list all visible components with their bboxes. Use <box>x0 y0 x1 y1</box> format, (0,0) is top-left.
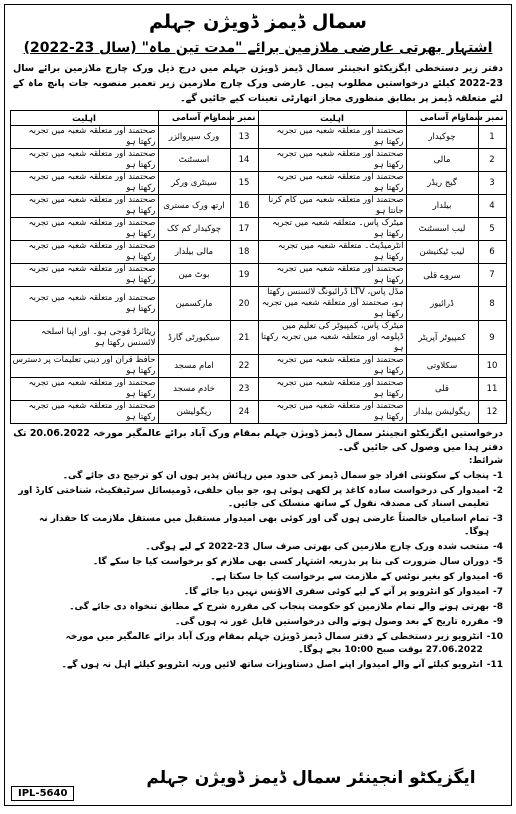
table-row <box>10 149 506 172</box>
condition-text: تمام اسامیاں خالصتاً عارضی ہوں گی اور کوئی بھی امیدوار مستقبل میں مستقل ملازمت کا حقدار نہ ہوگا۔ <box>38 514 489 537</box>
row-number: 5 <box>478 218 506 241</box>
condition-number: 11- <box>486 660 503 670</box>
condition-number: 6- <box>492 572 503 582</box>
table-row <box>10 241 506 264</box>
ipl-code: IPL-5640 <box>11 786 74 801</box>
condition-text: امیدوار کی درخواست سادہ کاغذ پر لکھی ہوئی ہو، جو بیان حلفی، ڈومیسائل سرٹیفکیٹ، شناختی کارڈ اور تعلیمی اسناد کی مصدقہ نقول کے ساتھ منسلک کی جائیں۔ <box>18 486 489 509</box>
qualification: حافظ قرآن اور دینی تعلیمات پر دسترس رکھتا ہو <box>10 355 158 378</box>
qualification: میٹرک پاس۔ متعلقہ شعبہ میں تجربہ رکھتا ہو <box>258 218 406 241</box>
condition-number: 2- <box>492 486 503 496</box>
jobs-table <box>10 110 507 424</box>
qualification: صحتمند اور متعلقہ شعبہ میں تجربہ رکھتا ہو <box>258 149 406 172</box>
qualification: صحتمند اور متعلقہ شعبہ میں تجربہ رکھتا ہو <box>10 241 158 264</box>
post-name: اسسٹنٹ <box>158 149 230 172</box>
condition-number: 5- <box>492 557 503 567</box>
post-name: بیلدار <box>406 195 478 218</box>
post-name: خادم مسجد <box>158 378 230 401</box>
post-name: ریگولیشن <box>158 401 230 424</box>
qualification: مڈل پاس، LTV ڈرائیونگ لائسنس رکھتا ہو، صحتمند اور متعلقہ شعبہ میں تجربہ رکھتا ہو <box>258 287 406 321</box>
qualification: انٹرمیڈیٹ۔ متعلقہ شعبہ میں تجربہ رکھتا ہو <box>258 241 406 264</box>
conditions-list <box>13 470 503 672</box>
condition-number: 10- <box>486 632 503 642</box>
qualification: صحتمند اور متعلقہ شعبہ میں تجربہ رکھتا ہو <box>10 195 158 218</box>
condition-number: 8- <box>492 602 503 612</box>
table-row <box>10 321 506 355</box>
post-name: کمپیوٹر آپریٹر <box>406 321 478 355</box>
post-name: مارکسمین <box>158 287 230 321</box>
conditions-section <box>5 455 511 672</box>
qualification: صحتمند اور متعلقہ شعبہ میں تجربہ رکھتا ہو <box>258 355 406 378</box>
header-post-left: نام آسامی <box>406 111 478 126</box>
post-name: ورک سپروائزر <box>158 126 230 149</box>
condition-text: مقررہ تاریخ کے بعد وصول ہونے والی درخواستیں قابل غور نہ ہوں گی۔ <box>175 617 489 627</box>
row-number: 2 <box>478 149 506 172</box>
row-number: 14 <box>230 149 258 172</box>
condition-item <box>13 541 503 554</box>
table-row <box>10 355 506 378</box>
qualification: صحتمند اور متعلقہ شعبہ میں تجربہ رکھتا ہو <box>10 401 158 424</box>
row-number: 7 <box>478 264 506 287</box>
condition-item <box>13 470 503 483</box>
post-name: بوٹ مین <box>158 264 230 287</box>
qualification: صحتمند اور متعلقہ شعبہ میں کام کرنا جانتا ہو <box>258 195 406 218</box>
row-number: 21 <box>230 321 258 355</box>
post-name: ارتھ ورک مستری <box>158 195 230 218</box>
row-number: 8 <box>478 287 506 321</box>
post-name: گیج ریڈر <box>406 172 478 195</box>
conditions-label: شرائط: <box>468 456 503 466</box>
post-name: چوکیدار <box>406 126 478 149</box>
qualification: صحتمند اور متعلقہ شعبہ میں تجربہ رکھتا ہو <box>258 401 406 424</box>
post-name: ڈرائیور <box>406 287 478 321</box>
header-qual-left: اہلیت <box>258 111 406 126</box>
intro-paragraph: دفتر زیر دستخطی ایگزیکٹو انجینئر سمال ڈیمز ڈویژن جہلم میں درج ذیل ورک چارج ملازمین برائے سال 23-2022 کیلئے درخواستیں مطلوب ہیں۔ عارضی ورک چارج ملازمین زیر تعمیر منصوبہ جات پانچ ماہ کے لئے متعلقہ ڈیمز پر بطابق منظوری مجاز اتھارٹی تعینات کیے جائیں گے۔ <box>13 63 503 104</box>
condition-item <box>13 571 503 584</box>
post-name: قلی <box>406 378 478 401</box>
row-number: 18 <box>230 241 258 264</box>
qualification: صحتمند اور متعلقہ شعبہ میں تجربہ رکھتا ہو <box>10 287 158 321</box>
row-number: 9 <box>478 321 506 355</box>
qualification: صحتمند اور متعلقہ شعبہ میں تجربہ رکھتا ہو <box>258 264 406 287</box>
row-number: 4 <box>478 195 506 218</box>
condition-item <box>13 601 503 614</box>
post-name: سینٹری ورکر <box>158 172 230 195</box>
condition-text: امیدوار کو انٹرویو پر آنے کے لیے کوئی سفری الاؤنس نہیں دیا جائے گا۔ <box>183 587 489 597</box>
row-number: 11 <box>478 378 506 401</box>
qualification: ریٹائرڈ فوجی ہو۔ اور اپنا اسلحہ لائسنس رکھتا ہو <box>10 321 158 355</box>
jobs-table-body <box>10 126 506 424</box>
ad-title-text: اشتہار بھرتی عارضی ملازمین برائے "مدت تین ماہ" (سال 23-2022) <box>23 40 493 56</box>
row-number: 13 <box>230 126 258 149</box>
condition-text: منتخب شدہ ورک چارج ملازمین کی بھرتی صرف سال 23-2022 کے لیے ہوگی۔ <box>145 542 489 552</box>
post-name: لیب اسسٹنٹ <box>406 218 478 241</box>
condition-number: 3- <box>492 514 503 524</box>
condition-item <box>13 659 503 672</box>
signatory-title: ایگزیکٹو انجینئر سمال ڈیمز ڈویژن جہلم <box>146 768 476 788</box>
footer <box>5 761 511 805</box>
row-number: 10 <box>478 355 506 378</box>
row-number: 23 <box>230 378 258 401</box>
deadline-notice: درخواستیں ایگزیکٹو انجینئر سمال ڈیمز ڈویژن جہلم بمقام ورک آباد برائے عالمگیر مورخہ 20.06.2022 تک دفتر ہذا میں وصول کی جائیں گی۔ <box>13 428 503 453</box>
qualification: صحتمند اور متعلقہ شعبہ میں تجربہ رکھتا ہو <box>258 172 406 195</box>
post-name: امام مسجد <box>158 355 230 378</box>
qualification: صحتمند اور متعلقہ شعبہ میں تجربہ رکھتا ہو <box>10 172 158 195</box>
condition-item <box>13 616 503 629</box>
condition-text: امیدوار کو بغیر نوٹس کے ملازمت سے برخواست کیا جا سکتا ہے۔ <box>210 572 489 582</box>
row-number: 16 <box>230 195 258 218</box>
table-row <box>10 264 506 287</box>
post-name: مالی <box>406 149 478 172</box>
qualification: صحتمند اور متعلقہ شعبہ میں تجربہ رکھتا ہو <box>10 126 158 149</box>
qualification: صحتمند اور متعلقہ شعبہ میں تجربہ رکھتا ہو <box>10 264 158 287</box>
header-num-right: نمبر شمار <box>230 111 258 126</box>
post-name: ریگولیشن بیلدار <box>406 401 478 424</box>
table-row <box>10 195 506 218</box>
post-name: سیکیورٹی گارڈ <box>158 321 230 355</box>
qualification: میٹرک پاس، کمپیوٹر کی تعلیم میں ڈپلومہ اور متعلقہ شعبہ میں تجربہ رکھتا ہو <box>258 321 406 355</box>
table-header-row <box>10 111 506 126</box>
table-row <box>10 126 506 149</box>
ad-title <box>5 37 511 59</box>
post-name: مالی بیلدار <box>158 241 230 264</box>
post-name: سروے قلی <box>406 264 478 287</box>
condition-number: 9- <box>492 617 503 627</box>
row-number: 3 <box>478 172 506 195</box>
header-qual-right: اہلیت <box>10 111 158 126</box>
condition-item <box>13 631 503 657</box>
row-number: 24 <box>230 401 258 424</box>
qualification: صحتمند اور متعلقہ شعبہ میں تجربہ رکھتا ہو <box>258 378 406 401</box>
row-number: 1 <box>478 126 506 149</box>
qualification: صحتمند اور متعلقہ شعبہ میں تجربہ رکھتا ہو <box>10 218 158 241</box>
condition-item <box>13 513 503 539</box>
row-number: 17 <box>230 218 258 241</box>
advertisement-page <box>4 4 512 806</box>
table-row <box>10 172 506 195</box>
row-number: 20 <box>230 287 258 321</box>
table-row <box>10 401 506 424</box>
condition-text: پنجاب کے سکونتی افراد جو سمال ڈیمز کی حدود میں رہائش پذیر ہوں ان کو ترجیح دی جائے گی۔ <box>62 471 489 481</box>
row-number: 12 <box>478 401 506 424</box>
row-number: 22 <box>230 355 258 378</box>
condition-item <box>13 586 503 599</box>
condition-number: 1- <box>492 471 503 481</box>
header-post-right: نام آسامی <box>158 111 230 126</box>
table-row <box>10 287 506 321</box>
condition-text: دوران سال ضرورت کی بنا پر بذریعہ اشتہار کسی بھی ملازم کو برخواست کیا جا سکے گا۔ <box>92 557 489 567</box>
condition-item <box>13 485 503 511</box>
qualification: صحتمند اور متعلقہ شعبہ میں تجربہ رکھتا ہو <box>258 126 406 149</box>
table-row <box>10 378 506 401</box>
row-number: 6 <box>478 241 506 264</box>
condition-text: بھرتی ہونے والے تمام ملازمین کو حکومت پنجاب کی مقررہ شرح کے مطابق تنخواہ دی جائے گی۔ <box>69 602 489 612</box>
post-name: چوکیدار کم کک <box>158 218 230 241</box>
condition-number: 7- <box>492 587 503 597</box>
condition-text: انٹرویو زیر دستخطی کے دفتر سمال ڈیمز ڈویژن جہلم بمقام ورک آباد برائے عالمگیر میں مورخہ 27.06.2022 بوقت صبح 10:00 بجے ہوگا۔ <box>65 632 483 655</box>
header-num-left: نمبر شمار <box>478 111 506 126</box>
row-number: 15 <box>230 172 258 195</box>
post-name: سکلاوتی <box>406 355 478 378</box>
row-number: 19 <box>230 264 258 287</box>
condition-number: 4- <box>492 542 503 552</box>
post-name: لیب ٹیکنیشن <box>406 241 478 264</box>
qualification: صحتمند اور متعلقہ شعبہ میں تجربہ رکھتا ہو <box>10 149 158 172</box>
department-title: سمال ڈیمز ڈویژن جہلم <box>149 11 367 33</box>
condition-text: انٹرویو کیلئے آنے والے امیدوار اپنے اصل دستاویزات ساتھ لائیں ورنہ انٹرویو کیلئے اہل نہ ہوں گے۔ <box>61 660 483 670</box>
qualification: صحتمند اور متعلقہ شعبہ میں تجربہ رکھتا ہو <box>10 378 158 401</box>
table-row <box>10 218 506 241</box>
condition-item <box>13 556 503 569</box>
